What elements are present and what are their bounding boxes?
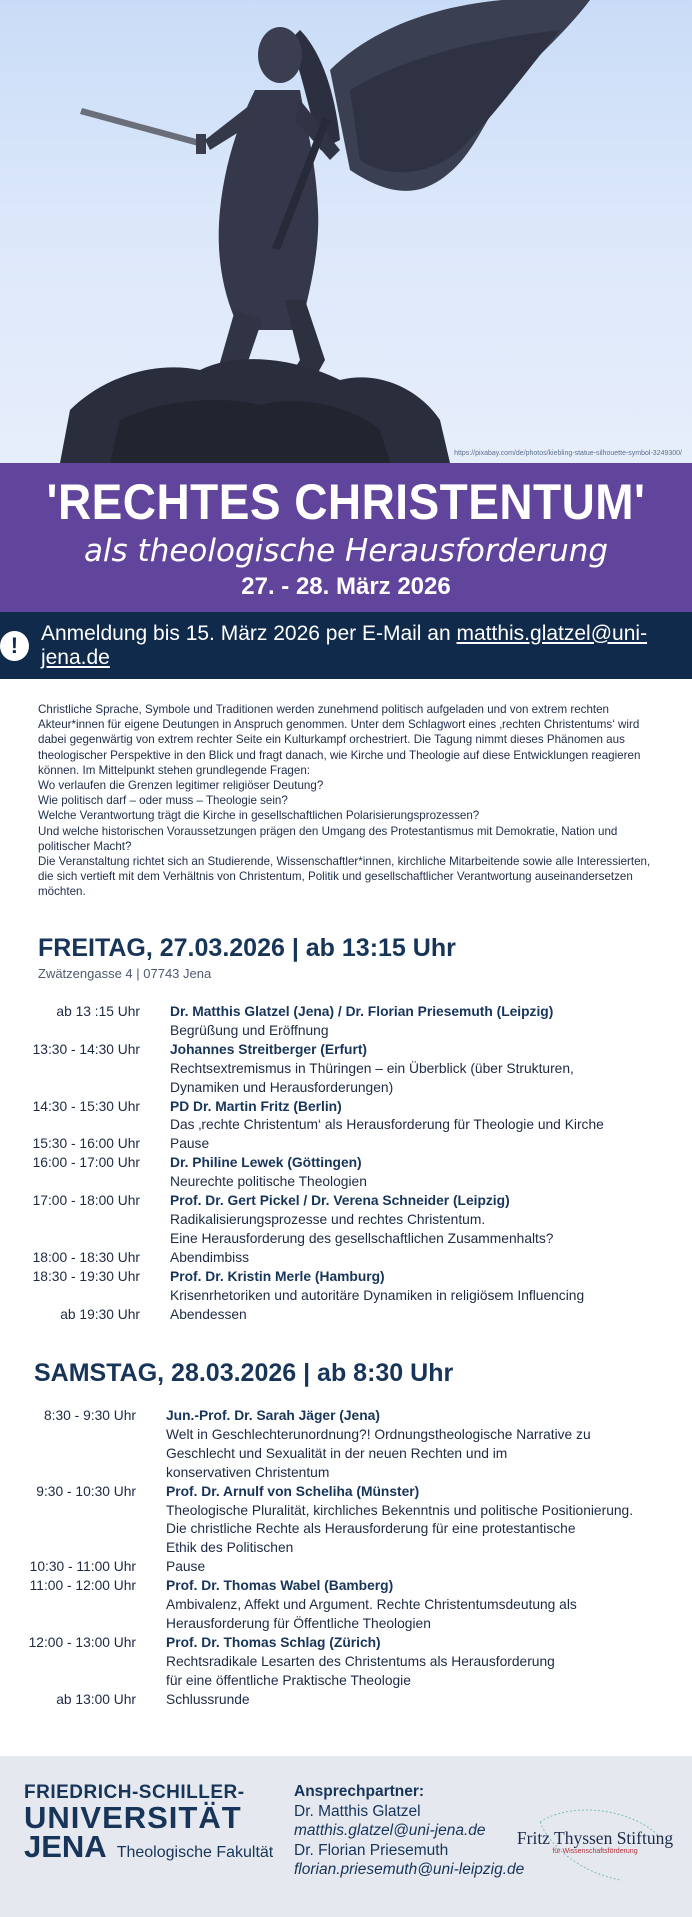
schedule-speaker: Prof. Dr. Kristin Merle (Hamburg) [170,1268,385,1284]
schedule-description [140,1306,247,1325]
university-name-line1: FRIEDRICH-SCHILLER- [24,1782,245,1803]
schedule-time: 8:30 - 9:30 Uhr [43,1408,136,1423]
schedule-time: 18:30 - 19:30 Uhr [32,1268,140,1284]
schedule-topic: Das ‚rechte Christentum‘ als Herausforderung für Theologie und Kirche [170,1117,604,1133]
schedule-topic: Radikalisierungsprozesse und rechtes Christentum. [170,1211,486,1227]
schedule-topic: Herausforderung für Öffentliche Theologien [166,1615,431,1631]
schedule-topic: Krisenrhetoriken und autoritäre Dynamiken in religiösem Influencing [170,1287,585,1303]
schedule-description [136,1407,591,1483]
schedule-row [25,1268,675,1306]
schedule-time: 12:00 - 13:00 Uhr [28,1634,136,1650]
contact-heading: Ansprechpartner: [294,1783,425,1800]
intro-question: Und welche historischen Voraussetzungen prägen den Umgang des Protestantismus mit Demokratie, Nation und politischer Macht? [38,824,618,853]
schedule-time: 9:30 - 10:30 Uhr [36,1483,136,1499]
schedule-row [25,1135,675,1154]
contact-name: Dr. Florian Priesemuth [294,1841,449,1859]
schedule-speaker: Jun.-Prof. Dr. Sarah Jäger (Jena) [166,1408,380,1423]
contact-email-link[interactable]: florian.priesemuth@uni-leipzig.de [294,1861,525,1878]
friday-schedule [25,1003,675,1324]
sponsor-name: Fritz Thyssen Stiftung [516,1828,674,1848]
schedule-topic: Eine Herausforderung des gesellschaftlichen Zusammenhalts? [170,1230,554,1246]
image-credit[interactable]: https://pixabay.com/de/photos/kiebling-statue-silhouette-symbol-3249300/ [454,450,682,457]
exclamation-icon: ! [0,631,29,661]
schedule-time: 13:30 - 14:30 Uhr [32,1041,140,1057]
schedule-row [25,1098,675,1136]
schedule-topic: Begrüßung und Eröffnung [170,1022,329,1038]
schedule-topic: Ambivalenz, Affekt und Argument. Rechte Christentumsdeutung als [166,1597,577,1613]
schedule-description [136,1634,555,1691]
schedule-time: 10:30 - 11:00 Uhr [29,1559,136,1575]
schedule-row [21,1577,676,1634]
university-name-line3: JENA [24,1829,107,1864]
schedule-description [140,1249,249,1268]
schedule-row [25,1249,675,1268]
schedule-topic: Welt in Geschlechterunordnung?! Ordnungstheologische Narrative zu [166,1426,591,1442]
sponsor-logo [510,1802,680,1882]
schedule-time: ab 13:00 Uhr [56,1691,136,1707]
statue-silhouette [0,0,692,463]
schedule-speaker: PD Dr. Martin Fritz (Berlin) [170,1098,342,1114]
schedule-time: 15:30 - 16:00 Uhr [32,1136,140,1152]
schedule-row [21,1634,676,1691]
event-title: 'RECHTES CHRISTENTUM' [46,474,646,530]
schedule-time: ab 19:30 Uhr [60,1306,140,1322]
university-logo [24,1782,273,1862]
schedule-time: 17:00 - 18:00 Uhr [32,1193,140,1209]
schedule-topic: Pause [170,1136,210,1152]
contact-name: Dr. Matthis Glatzel [294,1802,421,1820]
schedule-row [25,1154,675,1192]
friday-heading: FREITAG, 27.03.2026 | ab 13:15 Uhr [38,934,456,962]
event-subtitle: als theologische Herausforderung [83,533,609,569]
schedule-speaker: Johannes Streitberger (Erfurt) [170,1041,368,1057]
schedule-speaker: Dr. Philine Lewek (Göttingen) [170,1155,362,1171]
schedule-topic: Die christliche Rechte als Herausforderung für eine protestantische [166,1521,576,1537]
schedule-topic: Geschlecht und Sexualität in der neuen Rechten und im [166,1445,508,1461]
schedule-row [25,1306,675,1325]
contact-block [294,1782,524,1880]
schedule-speaker: Prof. Dr. Thomas Wabel (Bamberg) [166,1578,394,1594]
sponsor-tagline: für Wissenschaftsförderung [552,1848,638,1855]
schedule-description [136,1558,205,1577]
schedule-time: 18:00 - 18:30 Uhr [32,1249,140,1265]
schedule-time: ab 13 :15 Uhr [56,1004,140,1019]
schedule-row [21,1407,676,1483]
schedule-description [140,1041,574,1098]
schedule-description [136,1691,250,1710]
schedule-row [25,1192,675,1249]
schedule-row [21,1558,676,1577]
friday-location: Zwätzengasse 4 | 07743 Jena [38,966,212,981]
schedule-topic: Abendessen [170,1306,247,1322]
schedule-description [140,1268,584,1306]
saturday-schedule [21,1407,676,1710]
schedule-topic: Abendimbiss [170,1249,249,1265]
schedule-speaker: Prof. Dr. Thomas Schlag (Zürich) [166,1634,381,1650]
event-dates: 27. - 28. März 2026 [241,573,451,600]
schedule-topic: Neurechte politische Theologien [170,1174,367,1190]
schedule-topic: Theologische Pluralität, kirchliches Bekenntnis und politische Positionierung. [166,1502,634,1518]
registration-label: Anmeldung bis 15. März 2026 per E-Mail an [40,621,457,645]
hero-image [0,0,692,463]
intro-text [38,702,658,900]
intro-paragraph: Die Veranstaltung richtet sich an Studierende, Wissenschaftler*innen, kirchliche Mitarbeitende sowie alle Interessierten, die sich vertieft mit dem Verhältnis von Christentum, Politik und gesellschaftlicher Verantwortung auseinandersetzen möchten. [38,855,651,899]
schedule-topic: konservativen Christentum [166,1464,330,1480]
intro-question: Wie politisch darf – oder muss – Theologie sein? [38,794,288,808]
registration-email-link[interactable]: matthis.glatzel@uni-jena.de [40,621,648,669]
schedule-time: 11:00 - 12:00 Uhr [29,1578,136,1594]
schedule-topic: Rechtsradikale Lesarten des Christentums als Herausforderung [166,1653,555,1669]
title-band [0,463,692,612]
schedule-topic: Ethik des Politischen [166,1540,294,1556]
schedule-description [140,1003,553,1041]
saturday-heading: SAMSTAG, 28.03.2026 | ab 8:30 Uhr [34,1359,454,1387]
schedule-time: 16:00 - 17:00 Uhr [32,1155,140,1171]
schedule-description [140,1154,367,1192]
schedule-row [25,1003,675,1041]
schedule-speaker: Prof. Dr. Gert Pickel / Dr. Verena Schneider (Leipzig) [170,1193,510,1209]
schedule-row [21,1483,676,1559]
schedule-description [140,1135,209,1154]
schedule-description [140,1098,604,1136]
schedule-description [136,1577,577,1634]
schedule-time: 14:30 - 15:30 Uhr [32,1098,140,1114]
schedule-speaker: Dr. Matthis Glatzel (Jena) / Dr. Florian Priesemuth (Leipzig) [170,1004,554,1019]
schedule-row [21,1691,676,1710]
intro-question: Welche Verantwortung trägt die Kirche in gesellschaftlichen Polarisierungsprozessen? [38,809,480,823]
schedule-topic: für eine öffentliche Praktische Theologie [166,1672,411,1688]
contact-email-link[interactable]: matthis.glatzel@uni-jena.de [294,1822,486,1839]
registration-band [0,612,692,679]
schedule-speaker: Prof. Dr. Arnulf von Scheliha (Münster) [166,1483,420,1499]
registration-text [41,622,692,670]
intro-paragraph: Christliche Sprache, Symbole und Traditionen werden zunehmend politisch aufgeladen und von extrem rechten Akteur*innen für eigene Deutungen in Anspruch genommen. Unter dem Schlagwort eines ‚rechten Christentums‘ wird dabei gegenwärtig von extrem rechter Seite ein Kulturkampf orchestriert. Die Tagung nimmt dieses Phänomen aus theologischer Perspektive in den Blick und fragt danach, wie Kirche und Theologie auf diese Entwicklungen reagieren können. Im Mittelpunkt stehen grundlegende Fragen: [38,703,641,777]
schedule-row [25,1041,675,1098]
university-name-line2: UNIVERSITÄT [24,1800,242,1835]
footer [0,1756,692,1917]
schedule-description [140,1192,553,1249]
faculty-name: Theologische Fakultät [116,1844,274,1861]
schedule-description [136,1483,633,1559]
schedule-topic: Pause [166,1559,206,1575]
intro-question: Wo verlaufen die Grenzen legitimer religiöser Deutung? [38,779,324,793]
schedule-topic: Schlussrunde [166,1691,250,1707]
schedule-topic: Dynamiken und Herausforderungen) [170,1079,394,1095]
schedule-topic: Rechtsextremismus in Thüringen – ein Überblick (über Strukturen, [170,1060,574,1076]
